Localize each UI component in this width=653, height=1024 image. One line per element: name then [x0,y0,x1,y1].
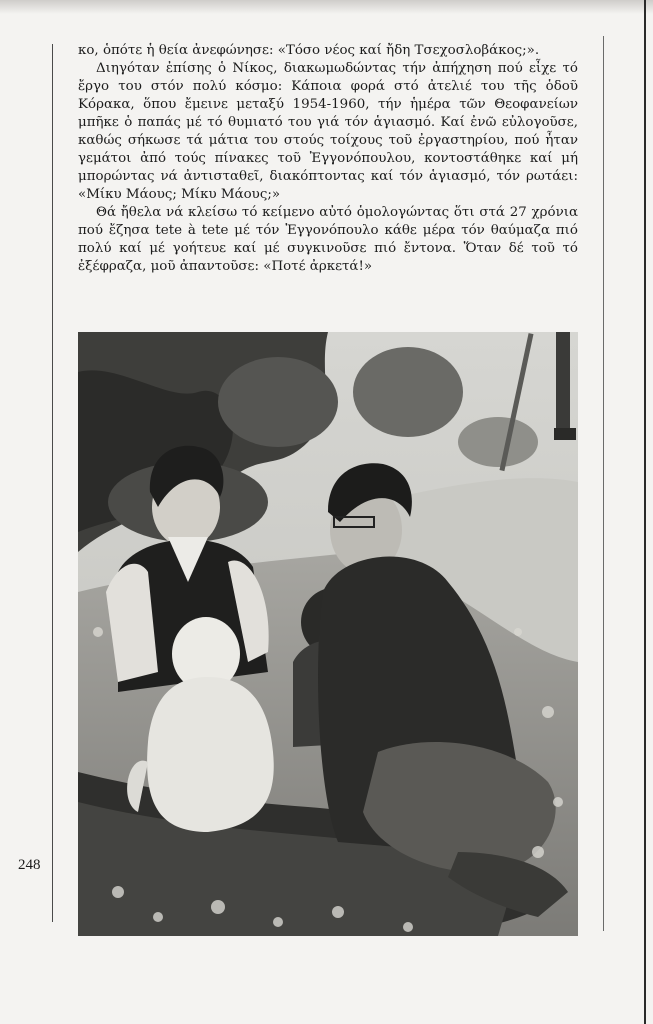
family-photograph [78,332,578,936]
page-number: 248 [18,857,41,873]
body-text [78,42,578,276]
paragraph-anecdote: Διηγόταν ἐπίσης ὁ Νίκος, διακωμωδώντας τήν ἀπήχηση πού εἶχε τό ἔργο του στόν πολύ κόσμο: Κάποια φορά στό ἀτελιέ του τῆς ὁδοῦ Κόρακα, ὅπου ἔμεινε μεταξύ 1954-1960, τήν ἡμέρα τῶν Θεοφανείων μπῆκε ὁ παπάς μέ τό θυμιατό του γιά τόν ἁγιασμό. Καί ἐνῶ εὐλογοῦσε, καθώς σήκωσε τά μάτια του στούς τοίχους τοῦ ἐργαστηρίου, πού ἦταν γεμάτοι ἀπό τούς πίνακες τοῦ Ἐγγονόπουλου, κοντοστάθηκε καί μή μπορώντας νά ἀντισταθεῖ, διακόπτοντας καί τόν ἁγιασμό, τόν ρωτάει: «Μίκυ Μάους; Μίκυ Μάους;» [78,61,578,202]
page-edge [644,0,646,1024]
right-margin-rule [603,36,604,931]
page-top-shadow [0,0,653,14]
paragraph-continuation: κο, ὁπότε ἡ θεία ἀνεφώνησε: «Τόσο νέος καί ἤδη Τσεχοσλοβάκος;». [78,43,540,58]
left-margin-rule [52,44,53,922]
paragraph-closing: Θά ἤθελα νά κλείσω τό κείμενο αὐτό ὁμολογώντας ὅτι στά 27 χρόνια πού ἔζησα tete à tete μέ τόν Ἐγγονόπουλο κάθε μέρα τόν θαύμαζα πιό πολύ καί μέ γοήτευε καί μέ συγκινοῦσε πιό ἔντονα. Ὅταν δέ τοῦ τό ἐξέφραζα, μοῦ ἀπαντοῦσε: «Ποτέ ἀρκετά!» [78,205,578,274]
